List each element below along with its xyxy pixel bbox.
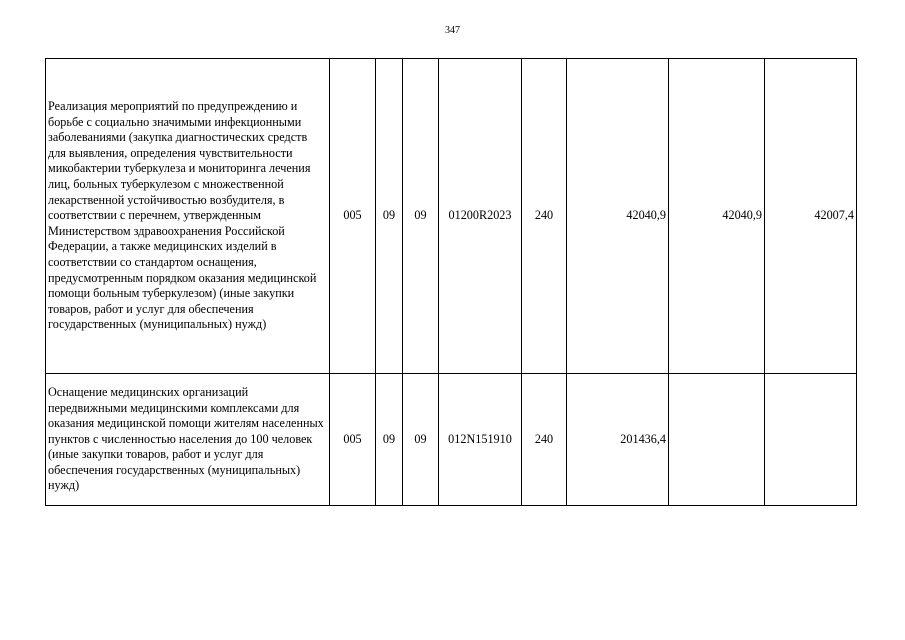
table-row xyxy=(46,374,857,506)
budget-table xyxy=(45,58,857,506)
target-article-code: 012N151910 xyxy=(439,374,522,506)
amount-year-1: 42040,9 xyxy=(567,59,669,374)
page-number: 347 xyxy=(445,25,460,36)
subsection-code: 09 xyxy=(403,59,439,374)
section-code: 09 xyxy=(376,59,403,374)
subsection-code: 09 xyxy=(403,374,439,506)
amount-year-1: 201436,4 xyxy=(567,374,669,506)
amount-year-3 xyxy=(765,374,857,506)
amount-year-2: 42040,9 xyxy=(669,59,765,374)
section-code: 09 xyxy=(376,374,403,506)
expense-description: Оснащение медицинских организаций передвижными медицинскими комплексами для оказания медицинской помощи жителям населенных пунктов с численностью населения до 100 человек (иные закупки товаров, работ и услуг для обеспечения государственных (муниципальных) нужд) xyxy=(46,374,330,506)
target-article-code: 01200R2023 xyxy=(439,59,522,374)
ministry-code: 005 xyxy=(330,59,376,374)
amount-year-3: 42007,4 xyxy=(765,59,857,374)
table-row xyxy=(46,59,857,374)
expense-description: Реализация мероприятий по предупреждению и борьбе с социально значимыми инфекционными заболеваниями (закупка диагностических средств для выявления, определения чувствительности микобактерии туберкулеза и мониторинга лечения лиц, больных туберкулезом с множественной лекарственной устойчивостью возбудителя, в соответствии с перечнем, утвержденным Министерством здравоохранения Российской Федерации, а также медицинских изделий в соответствии со стандартом оснащения, предусмотренным порядком оказания медицинской помощи больным туберкулезом) (иные закупки товаров, работ и услуг для обеспечения государственных (муниципальных) нужд) xyxy=(46,59,330,374)
expense-type-code: 240 xyxy=(522,59,567,374)
amount-year-2 xyxy=(669,374,765,506)
expense-type-code: 240 xyxy=(522,374,567,506)
ministry-code: 005 xyxy=(330,374,376,506)
